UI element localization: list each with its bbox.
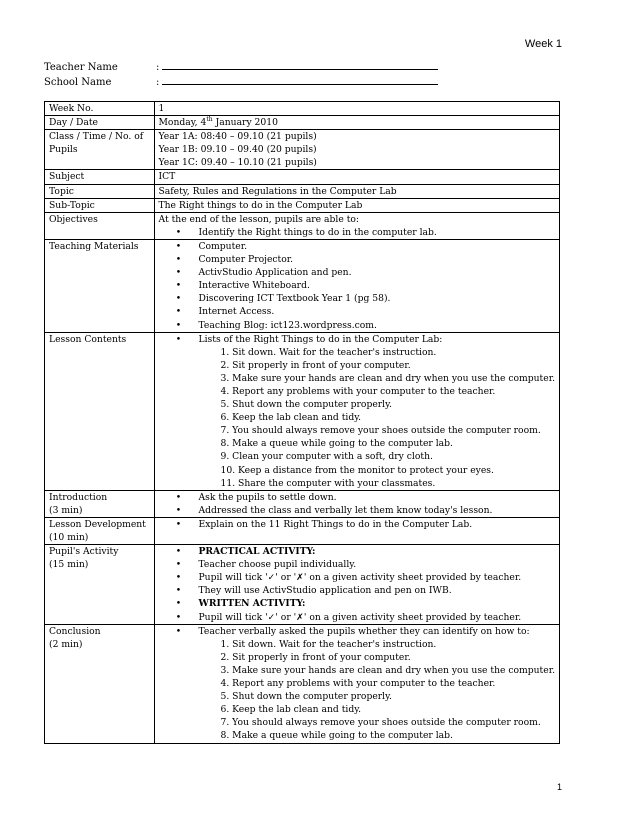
school-name-label: School Name [44, 77, 112, 88]
list-item [159, 477, 556, 490]
material-text: Interactive Whiteboard. [198, 280, 310, 292]
list-item [159, 253, 556, 266]
table-row [45, 102, 560, 116]
bullet-icon: • [175, 518, 182, 530]
objectives-label: Objectives [45, 212, 155, 239]
list-item [159, 372, 556, 385]
material-text: Discovering ICT Textbook Year 1 (pg 58). [198, 293, 391, 305]
table-row [45, 212, 560, 239]
material-text: Computer Projector. [198, 254, 294, 266]
activity-heading: WRITTEN ACTIVITY: [198, 598, 306, 610]
teacher-name-field[interactable] [162, 60, 438, 70]
label-line: Pupil's Activity [49, 546, 119, 558]
intro-text: Ask the pupils to settle down. [198, 491, 337, 503]
list-item [159, 398, 556, 411]
list-item [159, 305, 556, 318]
table-row [45, 239, 560, 332]
list-item [159, 333, 556, 346]
list-item [159, 545, 556, 558]
lesson-plan-table [44, 101, 560, 744]
label-line: Introduction [49, 491, 108, 503]
table-row [45, 624, 560, 743]
teacher-name-row [44, 60, 438, 73]
development-list [154, 517, 560, 544]
material-text: Computer. [198, 240, 248, 252]
rule-text: 11. Share the computer with your classmates. [220, 477, 436, 489]
activity-text: Pupil will tick '✓' or '✗' on a given activity sheet provided by teacher. [198, 572, 522, 584]
day-date-label: Day / Date [45, 116, 155, 130]
objectives-value [154, 212, 560, 239]
rule-text: 3. Make sure your hands are clean and dry when you use the computer. [220, 664, 555, 676]
table-row [45, 490, 560, 517]
list-item [159, 424, 556, 437]
page-number: 1 [556, 782, 562, 792]
introduction-label [45, 490, 155, 517]
conclusion-intro: Teacher verbally asked the pupils whether they can identify on how to: [198, 625, 530, 637]
list-item [159, 266, 556, 279]
table-row [45, 545, 560, 625]
class-value: Year 1C: 09.40 – 10.10 (21 pupils) [158, 157, 317, 169]
bullet-icon: • [175, 585, 182, 597]
table-row [45, 130, 560, 170]
class-label [45, 130, 155, 170]
activity-text: Teacher choose pupil individually. [198, 559, 357, 571]
bullet-icon: • [175, 226, 182, 238]
teacher-name-label: Teacher Name [44, 62, 118, 73]
list-item [159, 664, 556, 677]
list-item [159, 716, 556, 729]
list-item [159, 518, 556, 531]
bullet-icon: • [175, 306, 182, 318]
bullet-icon: • [175, 625, 182, 637]
bullet-icon: • [175, 240, 182, 252]
rule-text: 5. Shut down the computer properly. [220, 399, 392, 411]
rule-text: 8. Make a queue while going to the computer lab. [220, 730, 453, 742]
list-item [159, 597, 556, 610]
week-no-value: 1 [154, 102, 560, 116]
bullet-icon: • [175, 598, 182, 610]
table-row [45, 517, 560, 544]
bullet-icon: • [175, 559, 182, 571]
table-row [45, 116, 560, 130]
list-item [159, 464, 556, 477]
week-no-label: Week No. [45, 102, 155, 116]
rule-text: 3. Make sure your hands are clean and dry when you use the computer. [220, 372, 555, 384]
bullet-icon: • [175, 267, 182, 279]
rule-text: 6. Keep the lab clean and tidy. [220, 704, 362, 716]
class-value: Year 1B: 09.10 – 09.40 (20 pupils) [158, 144, 317, 156]
material-text: ActivStudio Application and pen. [198, 267, 352, 279]
list-item [159, 703, 556, 716]
date-suffix: th [206, 116, 213, 124]
topic-value: Safety, Rules and Regulations in the Computer Lab [154, 184, 560, 198]
table-row [45, 198, 560, 212]
contents-list [154, 332, 560, 490]
bullet-icon: • [175, 504, 182, 516]
material-text: Teaching Blog: ict123.wordpress.com. [198, 319, 377, 331]
list-item [159, 571, 556, 584]
rule-text: 2. Sit properly in front of your computer. [220, 651, 411, 663]
rule-text: 2. Sit properly in front of your computer. [220, 359, 411, 371]
bullet-icon: • [175, 280, 182, 292]
table-row [45, 332, 560, 490]
activity-label [45, 545, 155, 625]
list-item [159, 584, 556, 597]
list-item [159, 625, 556, 638]
label-line: Lesson Development [49, 518, 146, 530]
list-item [159, 359, 556, 372]
list-item [159, 279, 556, 292]
bullet-icon: • [175, 546, 182, 558]
activity-text: Pupil will tick '✓' or '✗' on a given activity sheet provided by teacher. [198, 611, 522, 623]
rule-text: 1. Sit down. Wait for the teacher's instruction. [220, 638, 437, 650]
objectives-intro: At the end of the lesson, pupils are able to: [158, 213, 360, 225]
week-header: Week 1 [524, 38, 562, 50]
list-item [159, 292, 556, 305]
date-text: Monday, 4 [158, 117, 207, 129]
subtopic-value: The Right things to do in the Computer Lab [154, 198, 560, 212]
list-item [159, 638, 556, 651]
list-item [159, 226, 556, 239]
list-item [159, 240, 556, 253]
rule-text: 7. You should always remove your shoes outside the computer room. [220, 717, 541, 729]
colon: : [156, 77, 160, 88]
contents-label: Lesson Contents [45, 332, 155, 490]
list-item [159, 437, 556, 450]
intro-text: Addressed the class and verbally let them know today's lesson. [198, 504, 493, 516]
list-item [159, 651, 556, 664]
bullet-icon: • [175, 319, 182, 331]
label-line: (2 min) [49, 638, 83, 650]
bullet-icon: • [175, 333, 182, 345]
rule-text: 1. Sit down. Wait for the teacher's instruction. [220, 346, 437, 358]
label-line: (15 min) [49, 559, 89, 571]
list-item [159, 677, 556, 690]
list-item [159, 450, 556, 463]
rule-text: 5. Shut down the computer properly. [220, 691, 392, 703]
list-item [159, 491, 556, 504]
table-row [45, 184, 560, 198]
list-item [159, 411, 556, 424]
label-line: Conclusion [49, 625, 101, 637]
bullet-icon: • [175, 611, 182, 623]
date-text: January 2010 [212, 117, 278, 129]
rule-text: 9. Clean your computer with a soft, dry cloth. [220, 451, 433, 463]
list-item [159, 729, 556, 742]
materials-label: Teaching Materials [45, 239, 155, 332]
list-item [159, 504, 556, 517]
subject-value: ICT [154, 170, 560, 184]
rule-text: 10. Keep a distance from the monitor to protect your eyes. [220, 464, 494, 476]
label-line: Pupils [49, 144, 78, 156]
development-text: Explain on the 11 Right Things to do in the Computer Lab. [198, 518, 473, 530]
list-item [159, 319, 556, 332]
conclusion-list [154, 624, 560, 743]
list-item [159, 346, 556, 359]
activity-heading: PRACTICAL ACTIVITY: [198, 546, 316, 558]
bullet-icon: • [175, 293, 182, 305]
list-item [159, 558, 556, 571]
day-date-value [154, 116, 560, 130]
class-values [154, 130, 560, 170]
materials-list [154, 239, 560, 332]
conclusion-label [45, 624, 155, 743]
school-name-row [44, 75, 438, 88]
rule-text: 6. Keep the lab clean and tidy. [220, 412, 362, 424]
label-line: Class / Time / No. of [49, 131, 144, 143]
development-label [45, 517, 155, 544]
list-item [159, 385, 556, 398]
subtopic-label: Sub-Topic [45, 198, 155, 212]
material-text: Internet Access. [198, 306, 275, 318]
bullet-icon: • [175, 572, 182, 584]
colon: : [156, 62, 160, 73]
class-value: Year 1A: 08:40 – 09.10 (21 pupils) [158, 131, 317, 143]
rule-text: 7. You should always remove your shoes outside the computer room. [220, 425, 541, 437]
list-item [159, 611, 556, 624]
rule-text: 4. Report any problems with your computer to the teacher. [220, 385, 496, 397]
table-row [45, 170, 560, 184]
activity-text: They will use ActivStudio application and pen on IWB. [198, 585, 452, 597]
school-name-field[interactable] [162, 75, 438, 85]
activity-list [154, 545, 560, 625]
label-line: (10 min) [49, 532, 89, 543]
subject-label: Subject [45, 170, 155, 184]
bullet-icon: • [175, 491, 182, 503]
topic-label: Topic [45, 184, 155, 198]
label-line: (3 min) [49, 504, 83, 516]
objective-text: Identify the Right things to do in the computer lab. [198, 226, 437, 238]
introduction-list [154, 490, 560, 517]
list-item [159, 690, 556, 703]
bullet-icon: • [175, 254, 182, 266]
contents-intro: Lists of the Right Things to do in the Computer Lab: [198, 333, 443, 345]
rule-text: 8. Make a queue while going to the computer lab. [220, 438, 453, 450]
rule-text: 4. Report any problems with your computer to the teacher. [220, 678, 496, 690]
